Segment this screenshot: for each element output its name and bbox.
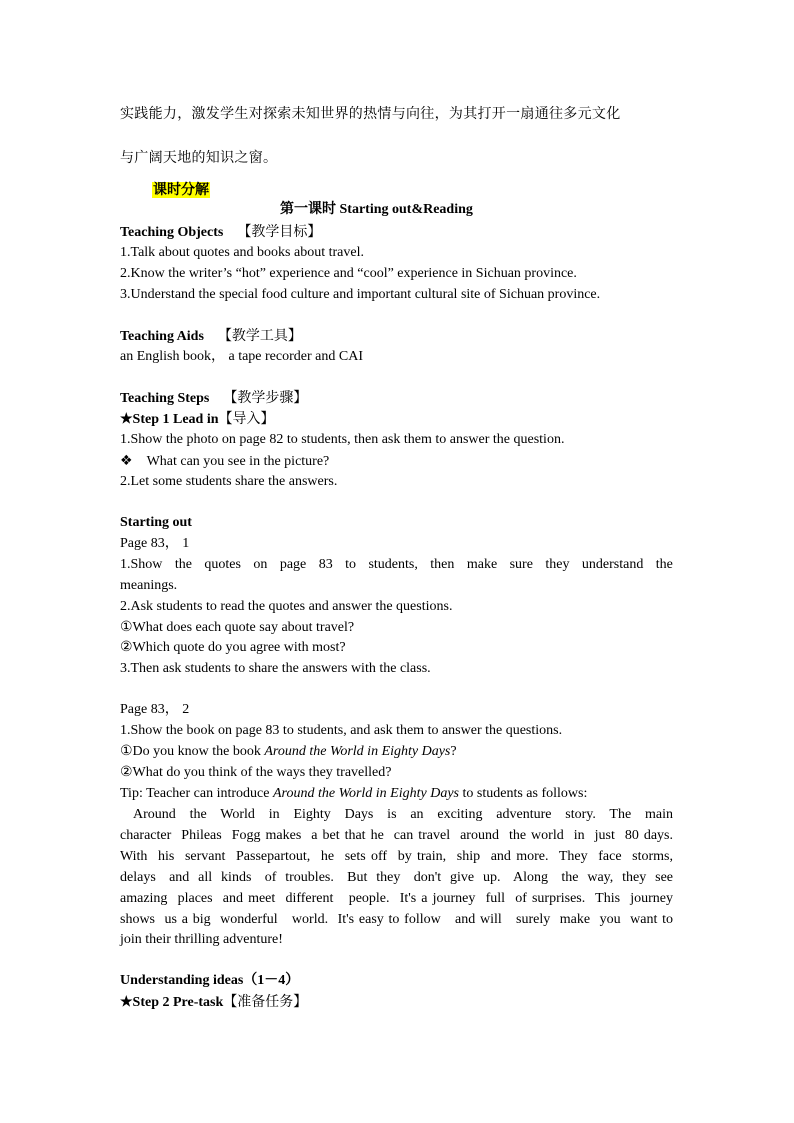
story-para-line-4: delays and all kinds of troubles. But they don't give up. Along the way, they see [120,870,673,885]
aids-text: an English book， a tape recorder and CAI [120,349,363,364]
diamond-bullet-icon: ❖ [120,453,133,469]
story-para-line-3: With his servant Passepartout, he sets off by train, ship and more. They face storms, [120,849,673,864]
intro-line-2: 与广阔天地的知识之窗。 [120,150,278,166]
story-para-line-1: Around the World in Eighty Days is an exciting adventure story. The main [120,807,673,822]
story-para-line-6: shows us a big wonderful world. It's easy to follow and will surely make you want to [120,912,673,927]
page2-item-1: 1.Show the book on page 83 to students, and ask them to answer the questions. [120,723,563,738]
story-para-line-7: join their thrilling adventure! [120,932,283,947]
page-ref-1: Page 83， 1 [120,536,190,551]
starting-out-item-1-line-2: meanings. [120,578,178,593]
aids-heading: Teaching Aids 【教学工具】 [120,328,302,344]
story-para-line-5: amazing places and meet different people. It's a journey full of surprises. This journey [120,891,673,906]
objects-item-3: 3.Understand the special food culture and important cultural site of Sichuan province. [120,287,601,302]
tip-line: Tip: Teacher can introduce Around the World in Eighty Days to students as follows: [120,786,588,801]
page-ref-2: Page 83， 2 [120,702,190,717]
question-2: ②Which quote do you agree with most? [120,640,346,655]
question-3: ①Do you know the book Around the World in Eighty Days? [120,744,457,759]
starting-out-item-2: 2.Ask students to read the quotes and answer the questions. [120,599,453,614]
objects-item-1: 1.Talk about quotes and books about travel. [120,245,364,260]
step1-heading: ★Step 1 Lead in【导入】 [120,411,275,427]
section-label: 课时分解 [153,182,209,198]
objects-item-2: 2.Know the writer’s “hot” experience and “cool” experience in Sichuan province. [120,266,577,281]
step2-heading: ★Step 2 Pre-task【准备任务】 [120,994,308,1010]
starting-out-heading: Starting out [120,515,192,530]
objects-heading: Teaching Objects 【教学目标】 [120,224,322,240]
story-para-line-2: character Phileas Fogg makes a bet that he can travel around the world in just 80 days. [120,828,673,843]
bullet-question: ❖ What can you see in the picture? [120,453,330,469]
question-1: ①What does each quote say about travel? [120,620,355,635]
question-4: ②What do you think of the ways they travelled? [120,765,392,780]
lesson-title: 第一课时 Starting out&Reading [280,202,473,217]
steps-heading: Teaching Steps 【教学步骤】 [120,390,308,406]
step1-item-2: 2.Let some students share the answers. [120,474,338,489]
step1-item-1: 1.Show the photo on page 82 to students, then ask them to answer the question. [120,432,565,447]
starting-out-item-1-line-1: 1.Show the quotes on page 83 to students, then make sure they understand the [120,557,673,572]
intro-line-1: 实践能力，激发学生对探索未知世界的热情与向往，为其打开一扇通往多元文化 [120,106,621,122]
starting-out-item-3: 3.Then ask students to share the answers with the class. [120,661,431,676]
understanding-heading: Understanding ideas（1－4） [120,973,300,988]
